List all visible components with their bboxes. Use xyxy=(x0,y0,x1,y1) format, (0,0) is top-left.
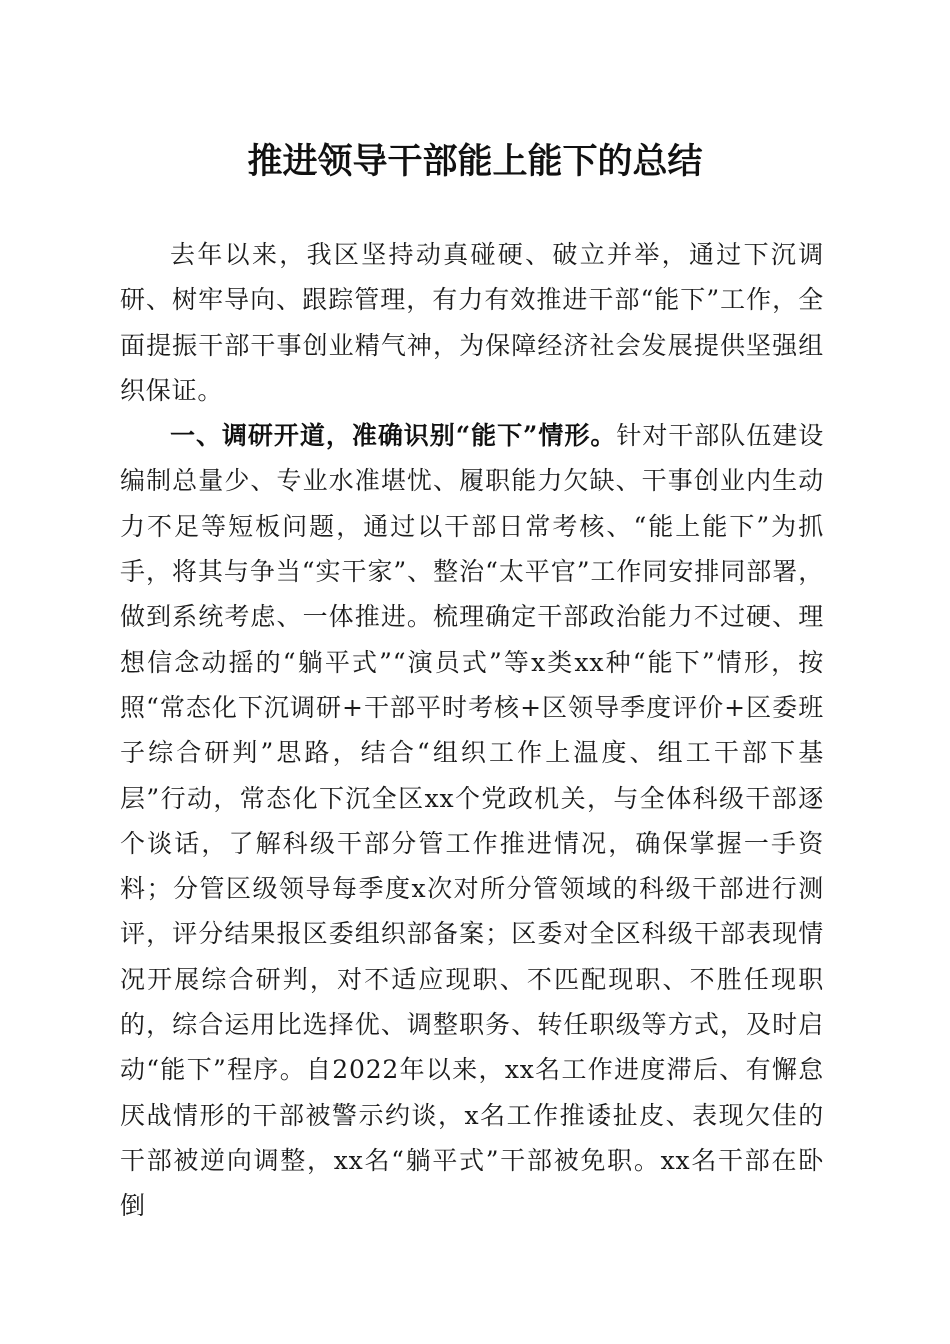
document-title: 推进领导干部能上能下的总结 xyxy=(247,141,703,182)
section-1-heading: 一、调研开道，准确识别“能下”情形。 xyxy=(170,421,617,451)
section-1-body: 针对干部队伍建设编制总量少、专业水准堪忧、履职能力欠缺、干事创业内生动力不足等短板问题，通过以干部日常考核、“能上能下”为抓手，将其与争当“实干家”、整治“太平官”工作同安排同部署，做到系统考虑、一体推进。梳理确定干部政治能力不过硬、理想信念动摇的“躺平式”“演员式”等x类xx种“能下”情形，按照“常态化下沉调研+干部平时考核+区领导季度评价+区委班子综合研判”思路，结合“组织工作上温度、组工干部下基层”行动，常态化下沉全区xx个党政机关，与全体科级干部逐个谈话，了解科级干部分管工作推进情况，确保掌握一手资料；分管区级领导每季度x次对所分管领域的科级干部进行测评，评分结果报区委组织部备案；区委对全区科级干部表现情况开展综合研判，对不适应现职、不匹配现职、不胜任现职的，综合运用比选择优、调整职务、转任职级等方式，及时启动“能下”程序。自2022年以来，xx名工作进度滞后、有懈怠厌战情形的干部被警示约谈，x名工作推诿扯皮、表现欠佳的干部被逆向调整，xx名“躺平式”干部被免职。xx名干部在卧倒 xyxy=(120,421,824,1221)
intro-paragraph: 去年以来，我区坚持动真碰硬、破立并举，通过下沉调研、树牢导向、跟踪管理，有力有效推进干部“能下”工作，全面提振干部干事创业精气神，为保障经济社会发展提供坚强组织保证。 xyxy=(120,240,824,405)
section-1-paragraph xyxy=(120,413,824,1228)
document-body xyxy=(120,232,824,1229)
